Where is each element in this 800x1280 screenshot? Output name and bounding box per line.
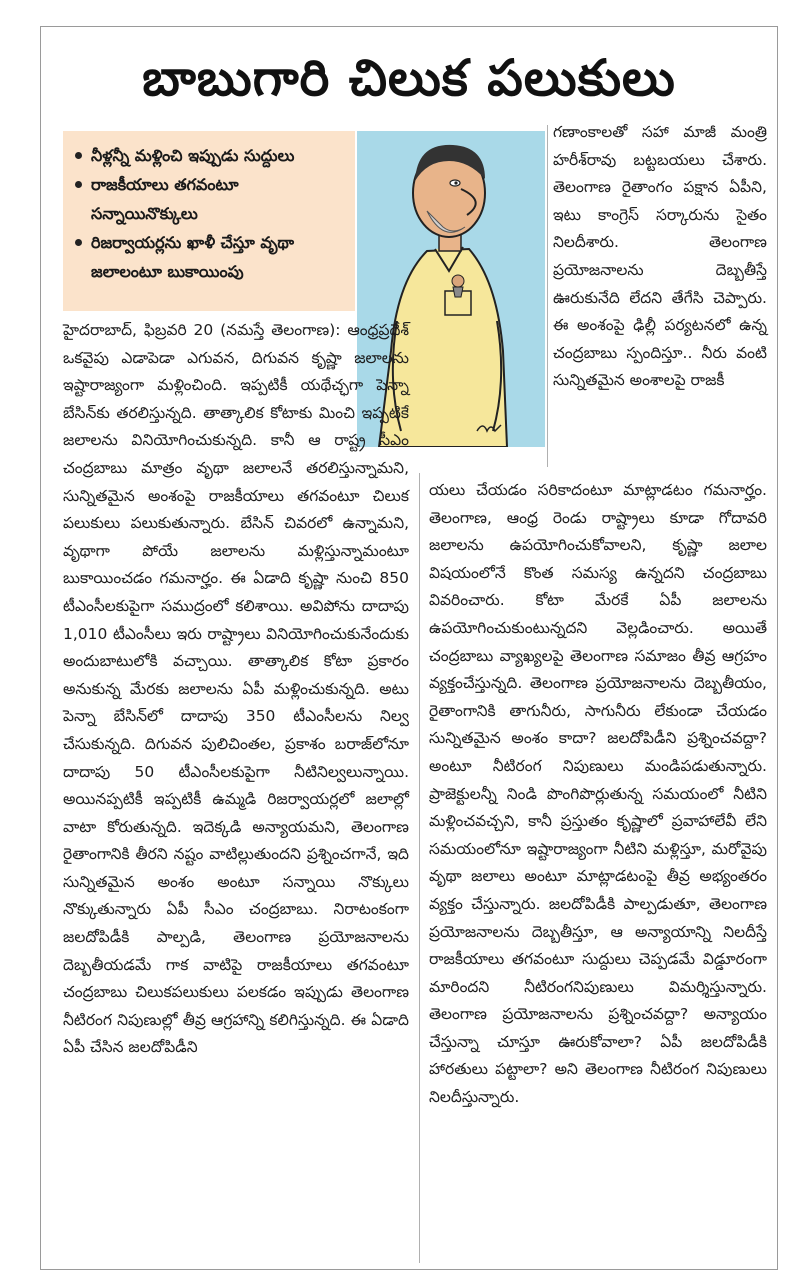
bullet-icon	[75, 239, 82, 246]
body-text: హైదరాబాద్, ఫిబ్రవరి 20 (నమస్తే తెలంగాణ): ఆంధ్రప్రదేశ్ ఒకవైపు ఎడాపెడా ఎగువన, దిగువన కృష్ణా జలాలను ఇష్టారాజ్యంగా మళ్లించింది. ఇప్పటికీ యథేచ్ఛగా పెన్నా బేసిన్‌కు తరలిస్తున్నది. తాత్కాలిక కోటాకు మించి ఇప్పటికే జలాలను వినియోగించుకున్నది. కానీ ఆ రాష్ట్ర సీఎం చంద్రబాబు మాత్రం వృథా జలాలనే తరలిస్తున్నామని, సున్నితమైన అంశంపై రాజకీయాలు తగవంటూ చిలుక పలుకులు పలుకుతున్నారు. బేసిన్ చివరలో ఉన్నామని, వృథాగా పోయే జలాలను మళ్లిస్తున్నామంటూ బుకాయించడం గమనార్హం. ఈ ఏడాది కృష్ణా నుంచి 850 టీఎంసీలకుపైగా సముద్రంలో కలిశాయి. అవిపోను దాదాపు 1,010 టీఎంసీలు ఇరు రాష్ట్రాలు వినియోగించుకునేందుకు అందుబాటులోకి వచ్చాయి. తాత్కాలిక కోటా ప్రకారం అనుకున్న మేరకు జలాలను ఏపీ మళ్లించుకున్నది. అటు పెన్నా బేసిన్‌లో దాదాపు 350 టీఎంసీలను నిల్వ చేసుకున్నది. దిగువన పులిచింతల, ప్రకాశం బరాజ్‌లోనూ దాదాపు 50 టీఎంసీలకుపైగా నీటినిల్వలున్నాయి. అయినప్పటికీ ఇప్పటికీ ఉమ్మడి రిజర్వాయర్లలో జలాల్లో వాటా కోరుతున్నది. ఇదెక్కడి అన్యాయమని, తెలంగాణ రైతాంగానికి తీరని నష్టం వాటిల్లుతుందని ప్రశ్నించగానే, ఇది సున్నితమైన అంశం అంటూ సన్నాయి నొక్కులు నొక్కుతున్నారు ఏపీ సీఎం చంద్రబాబు. నిరాటంకంగా జలదోపిడీకి పాల్పడి, తెలంగాణ ప్రయోజనాలను దెబ్బతీయడమే గాక వాటిపై రాజకీయాలు తగవంటూ చంద్రబాబు చిలుకపలుకులు పలకడం ఇప్పుడు తెలంగాణ నీటిరంగ నిపుణుల్లో తీవ్ర ఆగ్రహాన్ని కలిగిస్తున్నది. ఈ ఏడాది ఏపీ చేసిన జలదోపిడీని	[63, 321, 409, 1057]
bullet-icon	[75, 181, 82, 188]
article-column-1	[63, 317, 409, 1062]
headline: బాబుగారి చిలుక పలుకులు	[142, 49, 676, 107]
body-text: యలు చేయడం సరికాదంటూ మాట్లాడటం గమనార్హం. తెలంగాణ, ఆంధ్ర రెండు రాష్ట్రాలు కూడా గోదావరి జలాలను ఉపయోగించుకోవాలని, కృష్ణా జలాల విషయంలోనే కొంత సమస్య ఉన్నదని చంద్రబాబు వివరించారు. కోటా మేరకే ఏపీ జలాలను ఉపయోగించుకుంటున్నదని వెల్లడించారు. అయితే చంద్రబాబు వ్యాఖ్యలపై తెలంగాణ సమాజం తీవ్ర ఆగ్రహం వ్యక్తంచేస్తున్నది. తెలంగాణ ప్రయోజనాలను దెబ్బతీయం, రైతాంగానికి తాగునీరు, సాగునీరు లేకుండా చేయడం సున్నితమైన అంశం కాదా? జలదోపిడీని ప్రశ్నించవద్దా? అంటూ నీటిరంగ నిపుణులు మండిపడుతున్నారు. ప్రాజెక్టులన్నీ నిండి పొంగిపొర్లుతున్న సమయంలో నీటిని మళ్లించవచ్చని, కానీ ప్రస్తుతం కృష్ణాలో ప్రవాహాలేవీ లేని సమయంలోనూ ఇష్టారాజ్యంగా నీటిని మళ్లిస్తూ, మరోవైపు వృథా జలాలు అంటూ మాట్లాడటంపై తీవ్ర అభ్యంతరం వ్యక్తం చేస్తున్నారు. జలదోపిడీకి పాల్పడుతూ, తెలంగాణ ప్రయోజనాలను దెబ్బతీస్తూ, ఆ అన్యాయాన్ని నిలదీస్తే రాజకీయాలు తగవంటూ సుద్దులు చెప్పడమే విడ్డూరంగా మారిందని నీటిరంగనిపుణులు విమర్శిస్తున్నారు. తెలంగాణ ప్రయోజనాలను ప్రశ్నించవద్దా? అన్యాయం చేస్తున్నా చూస్తూ ఊరుకోవాలా? ఏపీ జలదోపిడీకి హారతులు పట్టాలా? అని తెలంగాణ నీటిరంగ నిపుణులు నిలదీస్తున్నారు.	[429, 481, 767, 1107]
body-text: గణాంకాలతో సహా మాజీ మంత్రి హరీశ్‌రావు బట్టబయలు చేశారు. తెలంగాణ రైతాంగం పక్షాన ఏపీని, ఇటు కాంగ్రెస్ సర్కారును సైతం నిలదీశారు. తెలంగాణ ప్రయోజనాలను దెబ్బతీస్తే ఊరుకునేది లేదని తేగేసి చెప్పారు. ఈ అంశంపై ఢిల్లీ పర్యటనలో ఉన్న చంద్రబాబు స్పందిస్తూ.. నీరు వంటి సున్నితమైన అంశాలపై రాజకీ	[553, 123, 767, 390]
column-divider	[419, 473, 420, 1263]
article-column-3	[553, 119, 767, 395]
highlight-text: రాజకీయాలు తగవంటూ సన్నాయినొక్కులు	[91, 175, 239, 223]
highlight-item	[73, 170, 349, 228]
highlight-text: నీళ్లన్నీ మళ్లించి ఇప్పుడు సుద్దులు	[91, 146, 295, 165]
highlights-box	[63, 131, 355, 311]
article-column-2	[429, 477, 767, 1112]
newspaper-clipping	[40, 26, 778, 1270]
highlight-item	[73, 141, 349, 170]
highlight-text: రిజర్వాయర్లను ఖాళీ చేస్తూ వృథా జలాలంటూ బుకాయింపు	[91, 233, 295, 281]
column-divider	[547, 125, 548, 467]
bullet-icon	[75, 152, 82, 159]
highlight-item	[73, 228, 349, 286]
